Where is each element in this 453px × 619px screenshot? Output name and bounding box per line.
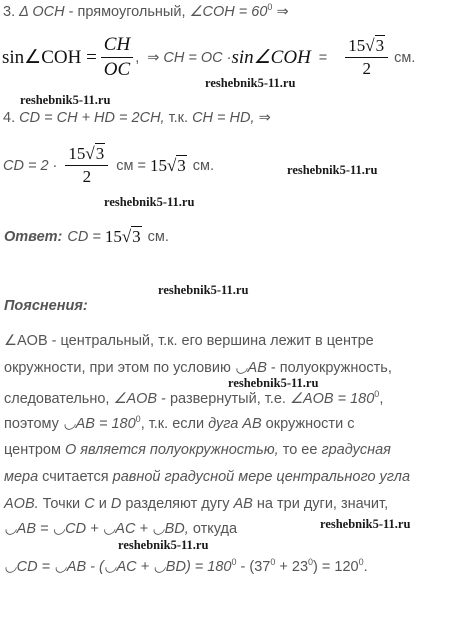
step3-line bbox=[3, 2, 289, 20]
cd-expr: CD = CH + HD = 2CH, bbox=[19, 110, 165, 126]
angle-expr: ∠COH = 60 bbox=[189, 3, 268, 20]
equals: = bbox=[318, 49, 328, 66]
explain-text: считается bbox=[38, 469, 113, 485]
explain-text: . bbox=[363, 558, 368, 575]
radicand: 3 bbox=[375, 36, 385, 55]
explain-l2 bbox=[4, 360, 392, 376]
watermark: reshebnik5-11.ru bbox=[158, 283, 249, 297]
angle-expr: ∠AOB bbox=[113, 390, 158, 407]
ch-expr: CH = OC · bbox=[163, 49, 232, 66]
answer-lhs: CD = bbox=[67, 229, 101, 245]
arc-label: AB bbox=[233, 496, 253, 512]
degree-sup: 0 bbox=[231, 557, 237, 567]
implies-arrow: ⇒ bbox=[258, 110, 271, 126]
watermark: reshebnik5-11.ru bbox=[287, 163, 378, 177]
explain-text: ∠AOB - центральный, т.к. его вершина лежит в центре bbox=[4, 333, 374, 349]
italic-phrase: градусная bbox=[321, 442, 391, 458]
step-number: 3. bbox=[3, 3, 16, 20]
explain-l3 bbox=[4, 389, 383, 407]
explain-text: окружности с bbox=[261, 415, 355, 432]
step-text: - прямоугольный, bbox=[68, 3, 186, 20]
degree-sup: 0 bbox=[308, 557, 314, 567]
arc-phrase: дуга AB bbox=[208, 415, 262, 432]
explain-text: + 23 bbox=[275, 558, 309, 575]
triangle-label: Δ OCH bbox=[19, 3, 65, 20]
explain-l7 bbox=[4, 496, 388, 512]
fraction-denominator: 2 bbox=[362, 59, 371, 78]
step-number: 4. bbox=[3, 110, 16, 126]
watermark: reshebnik5-11.ru bbox=[205, 76, 296, 90]
degree-sup: 0 bbox=[267, 2, 273, 12]
explain-l5 bbox=[4, 442, 391, 458]
arc-expr: ◡CD = ◡AB - (◡AC + ◡BD) = 180 bbox=[4, 558, 232, 575]
unit: см. bbox=[192, 157, 215, 174]
degree-sup: 0 bbox=[358, 557, 364, 567]
result-expr: 15√3 bbox=[149, 155, 186, 175]
arc-expr: ◡AB = ◡CD + ◡AC + ◡BD, bbox=[4, 521, 189, 537]
explain-text: , т.к. если bbox=[140, 415, 209, 432]
explain-text: - (37 bbox=[236, 558, 271, 575]
watermark: reshebnik5-11.ru bbox=[104, 195, 195, 209]
watermark: reshebnik5-11.ru bbox=[228, 376, 319, 390]
degree-sup: 0 bbox=[270, 557, 276, 567]
degree-sup: 0 bbox=[374, 389, 380, 399]
coef: 15 bbox=[348, 36, 366, 55]
explain-text: , bbox=[379, 390, 384, 407]
unit: см. bbox=[147, 229, 169, 245]
ch-hd-expr: CH = HD, bbox=[192, 110, 255, 126]
fraction-15root3-over-2 bbox=[345, 36, 388, 79]
explain-text: ) = 120 bbox=[313, 558, 359, 575]
watermark: reshebnik5-11.ru bbox=[20, 93, 111, 107]
formula1 bbox=[2, 34, 415, 81]
fraction-denominator: 2 bbox=[82, 167, 92, 186]
fraction-numerator: CH bbox=[101, 34, 133, 58]
watermark: reshebnik5-11.ru bbox=[320, 517, 411, 531]
explain-heading: Пояснения: bbox=[4, 298, 88, 314]
fraction-15root3-over-2 bbox=[65, 144, 108, 187]
sin-expr: sin∠COH = bbox=[2, 47, 97, 68]
explain-text: следовательно, bbox=[4, 390, 114, 407]
watermark: reshebnik5-11.ru bbox=[118, 538, 209, 552]
explain-text: то ее bbox=[278, 442, 322, 458]
answer-value: 15√3 bbox=[104, 227, 141, 246]
radicand: 3 bbox=[177, 155, 186, 175]
explain-text: поэтому bbox=[4, 415, 63, 432]
italic-phrase: мера bbox=[4, 469, 39, 485]
coef: 15 bbox=[104, 227, 122, 246]
explain-text: центром bbox=[4, 442, 65, 458]
explain-l4 bbox=[4, 414, 354, 432]
fraction-ch-oc bbox=[101, 34, 133, 81]
explain-text: на три дуги, значит, bbox=[252, 496, 389, 512]
explain-text: и bbox=[94, 496, 111, 512]
fraction-numerator: 15√3 bbox=[345, 36, 388, 58]
point-label: D bbox=[110, 496, 122, 512]
comma: , bbox=[135, 49, 140, 66]
cd-lhs: CD = 2 · bbox=[3, 157, 58, 174]
implies-arrow: ⇒ bbox=[276, 3, 289, 20]
answer-label: Ответ: bbox=[4, 229, 63, 245]
explain-text: окружности, при этом по условию bbox=[4, 360, 235, 376]
italic-phrase: AOB. bbox=[4, 496, 39, 512]
unit: см. bbox=[394, 49, 416, 66]
fraction-numerator: 15√3 bbox=[65, 144, 108, 166]
arc-expr: ◡AB = 180 bbox=[62, 415, 136, 432]
italic-phrase: O является полуокружностью, bbox=[64, 442, 279, 458]
explain-text: - развернутый, т.е. bbox=[157, 390, 290, 407]
angle-expr: ∠AOB = 180 bbox=[289, 390, 375, 407]
formula2 bbox=[3, 144, 214, 187]
explain-text: Точки bbox=[38, 496, 85, 512]
coef: 15 bbox=[68, 144, 86, 163]
explain-text: - полуокружность, bbox=[266, 360, 392, 376]
explain-l1 bbox=[4, 333, 374, 349]
fraction-denominator: OC bbox=[103, 59, 131, 80]
explain-l6 bbox=[4, 469, 410, 485]
italic-phrase: равной градусной мере центрального угла bbox=[112, 469, 411, 485]
sin-coh: sin∠COH bbox=[231, 47, 311, 68]
coef: 15 bbox=[149, 155, 167, 175]
step4-line bbox=[3, 110, 271, 126]
degree-sup: 0 bbox=[135, 414, 141, 424]
explain-l9 bbox=[4, 557, 368, 575]
implies-arrow: ⇒ bbox=[147, 49, 160, 66]
explain-l8 bbox=[4, 521, 237, 537]
point-label: C bbox=[84, 496, 95, 512]
radicand: 3 bbox=[132, 227, 141, 246]
explain-text: разделяют дугу bbox=[121, 496, 234, 512]
radicand: 3 bbox=[95, 144, 105, 163]
tk-text: т.к. bbox=[168, 110, 189, 126]
arc-expr: ◡AB bbox=[234, 360, 267, 376]
answer-line bbox=[4, 227, 169, 247]
explain-text: откуда bbox=[188, 521, 238, 537]
unit: см = bbox=[116, 157, 146, 174]
